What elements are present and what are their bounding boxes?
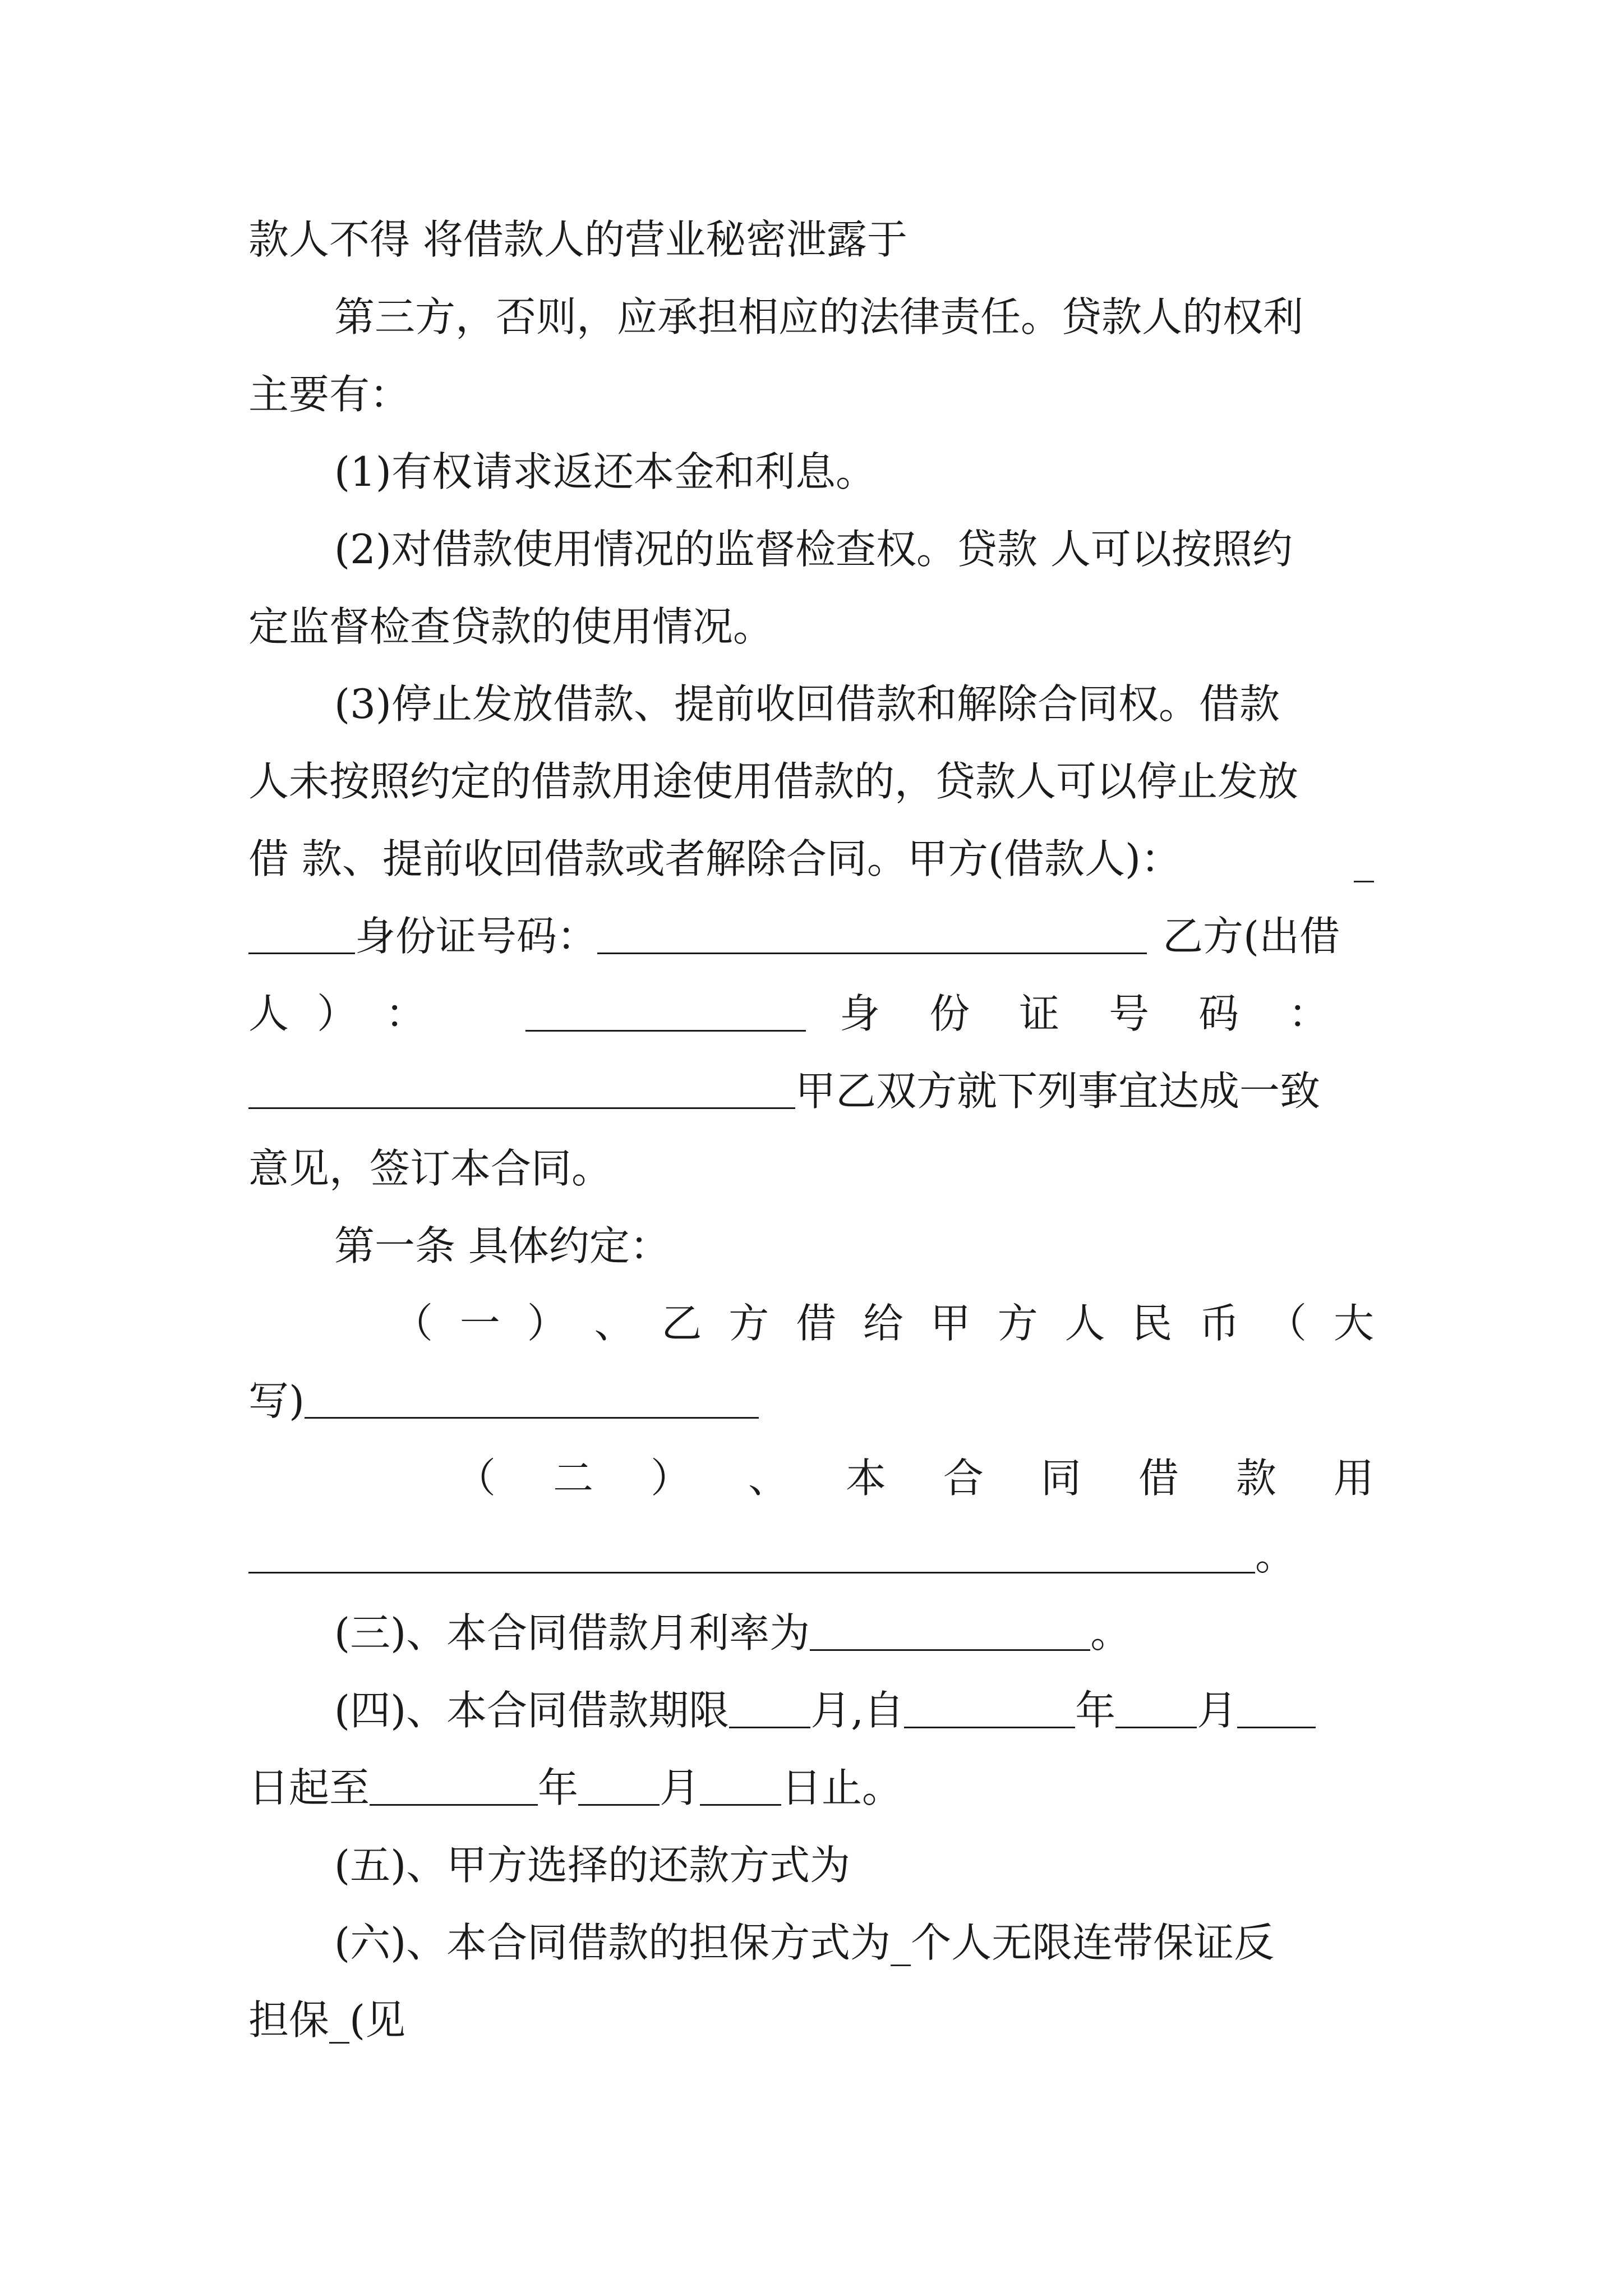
text-char: 号 xyxy=(1109,990,1150,1037)
fill-in-blank xyxy=(810,1616,1090,1651)
text-segment: 第三方，否则，应承担相应的法律责任。贷款人的权利 xyxy=(334,293,1304,341)
text-char: 一 xyxy=(459,1300,500,1347)
text-char: 人 xyxy=(248,990,289,1037)
text-line-18 xyxy=(248,1525,1374,1586)
text-segment: (1)有权请求返还本金和利息。 xyxy=(334,448,876,495)
text-char: 方 xyxy=(728,1300,769,1347)
text-char: 甲 xyxy=(930,1300,971,1347)
text-char: ） xyxy=(527,1300,568,1347)
text-segment: 借 款、提前收回借款或者解除合同。甲方(借款人)： xyxy=(248,835,1182,882)
text-line-12 xyxy=(248,1060,1374,1122)
text-char: 合 xyxy=(943,1455,984,1502)
fill-in-blank xyxy=(525,996,806,1032)
text-line-9 xyxy=(248,828,1374,890)
text-char: 借 xyxy=(796,1300,837,1347)
text-char: 方 xyxy=(997,1300,1038,1347)
text-char: 乙 xyxy=(661,1300,702,1347)
text-segment: 定监督检查贷款的使用情况。 xyxy=(248,603,774,650)
text-segment: 年 xyxy=(538,1764,579,1811)
text-char: 大 xyxy=(1333,1300,1374,1347)
text-char: 码 xyxy=(1198,990,1239,1037)
text-segment: _ xyxy=(1354,835,1374,882)
text-line-22 xyxy=(334,1834,1374,1896)
fill-in-blank xyxy=(370,1770,538,1806)
text-segment: 月 xyxy=(660,1764,700,1811)
text-segment: 乙方(出借 xyxy=(1163,913,1340,960)
text-line-6 xyxy=(248,596,1374,657)
fill-in-blank xyxy=(1115,1693,1197,1728)
text-line-15 xyxy=(393,1292,1374,1354)
text-char: ） xyxy=(317,990,358,1037)
fill-in-blank xyxy=(305,1383,759,1419)
text-line-23 xyxy=(334,1912,1374,1973)
text-line-19 xyxy=(334,1602,1374,1664)
text-char: 用 xyxy=(1333,1455,1374,1502)
text-segment: (3)停止发放借款、提前收回借款和解除合同权。借款 xyxy=(334,680,1280,728)
text-char: 身 xyxy=(840,990,880,1037)
text-line-24 xyxy=(248,1989,1374,2051)
fill-in-blank xyxy=(1237,1693,1316,1728)
fill-in-blank xyxy=(248,1538,1255,1573)
text-segment: 。 xyxy=(1255,1532,1296,1579)
text-char: 、 xyxy=(748,1455,789,1502)
text-char: ： xyxy=(385,990,426,1037)
text-char: 、 xyxy=(594,1300,635,1347)
text-char: 份 xyxy=(929,990,970,1037)
text-char: 证 xyxy=(1019,990,1060,1037)
fill-in-blank xyxy=(248,919,355,954)
text-segment: 担保_(见 xyxy=(248,1996,406,2044)
text-line-2 xyxy=(334,286,1374,348)
text-char: 同 xyxy=(1040,1455,1081,1502)
text-segment: 。 xyxy=(1090,1609,1131,1657)
text-char: ） xyxy=(650,1455,691,1502)
text-segment: 款人不得 将借款人的营业秘密泄露于 xyxy=(248,216,907,263)
text-segment: (四)、本合同借款期限 xyxy=(334,1687,730,1734)
text-segment: (2)对借款使用情况的监督检查权。贷款 人可以按照约 xyxy=(334,526,1293,573)
text-line-4 xyxy=(334,441,1374,503)
text-line-5 xyxy=(334,518,1374,580)
fill-in-blank xyxy=(597,919,1147,954)
text-char: 二 xyxy=(552,1455,593,1502)
text-segment: 甲乙双方就下列事宜达成一致 xyxy=(795,1068,1321,1115)
text-line-8 xyxy=(248,751,1374,812)
text-char: 给 xyxy=(863,1300,903,1347)
text-line-16 xyxy=(248,1370,1374,1432)
text-line-11 xyxy=(248,983,1374,1045)
text-char: 款 xyxy=(1235,1455,1276,1502)
text-line-7 xyxy=(334,673,1374,735)
text-segment: 意见，签订本合同。 xyxy=(248,1145,612,1192)
text-line-3 xyxy=(248,364,1374,425)
text-line-20 xyxy=(334,1680,1374,1741)
text-segment: (三)、本合同借款月利率为 xyxy=(334,1609,810,1657)
fill-in-blank xyxy=(700,1770,781,1806)
text-segment: 写) xyxy=(248,1377,305,1424)
text-line-21 xyxy=(248,1757,1374,1819)
text-line-13 xyxy=(248,1138,1374,1199)
text-char: 本 xyxy=(845,1455,886,1502)
text-segment: 日止。 xyxy=(781,1764,903,1811)
fill-in-blank xyxy=(904,1693,1075,1728)
text-segment: 人未按照约定的借款用途使用借款的，贷款人可以停止发放 xyxy=(248,758,1299,805)
text-char: ： xyxy=(1288,990,1329,1037)
text-segment: 主要有： xyxy=(248,371,411,418)
text-segment: 第一条 具体约定： xyxy=(334,1222,670,1269)
text-char: （ xyxy=(393,1300,434,1347)
text-segment: 身份证号码： xyxy=(355,913,598,960)
text-segment: (五)、甲方选择的还款方式为 xyxy=(334,1842,851,1889)
fill-in-blank xyxy=(248,1074,795,1109)
text-char: 借 xyxy=(1138,1455,1179,1502)
text-segment: 月 xyxy=(1197,1687,1238,1734)
text-char: 人 xyxy=(1064,1300,1105,1347)
text-segment: (六)、本合同借款的担保方式为_个人无限连带保证反 xyxy=(334,1919,1275,1966)
text-line-10 xyxy=(248,905,1374,967)
fill-in-blank xyxy=(578,1770,660,1806)
text-line-17 xyxy=(455,1447,1374,1509)
text-char: （ xyxy=(1266,1300,1307,1347)
text-segment: 日起至 xyxy=(248,1764,370,1811)
text-line-14 xyxy=(334,1215,1374,1277)
text-char: 民 xyxy=(1132,1300,1173,1347)
text-segment: 月,自 xyxy=(810,1687,905,1734)
text-char: （ xyxy=(455,1455,496,1502)
fill-in-blank xyxy=(729,1693,810,1728)
text-char: 币 xyxy=(1199,1300,1240,1347)
text-segment: 年 xyxy=(1075,1687,1116,1734)
text-line-1 xyxy=(248,209,1374,270)
